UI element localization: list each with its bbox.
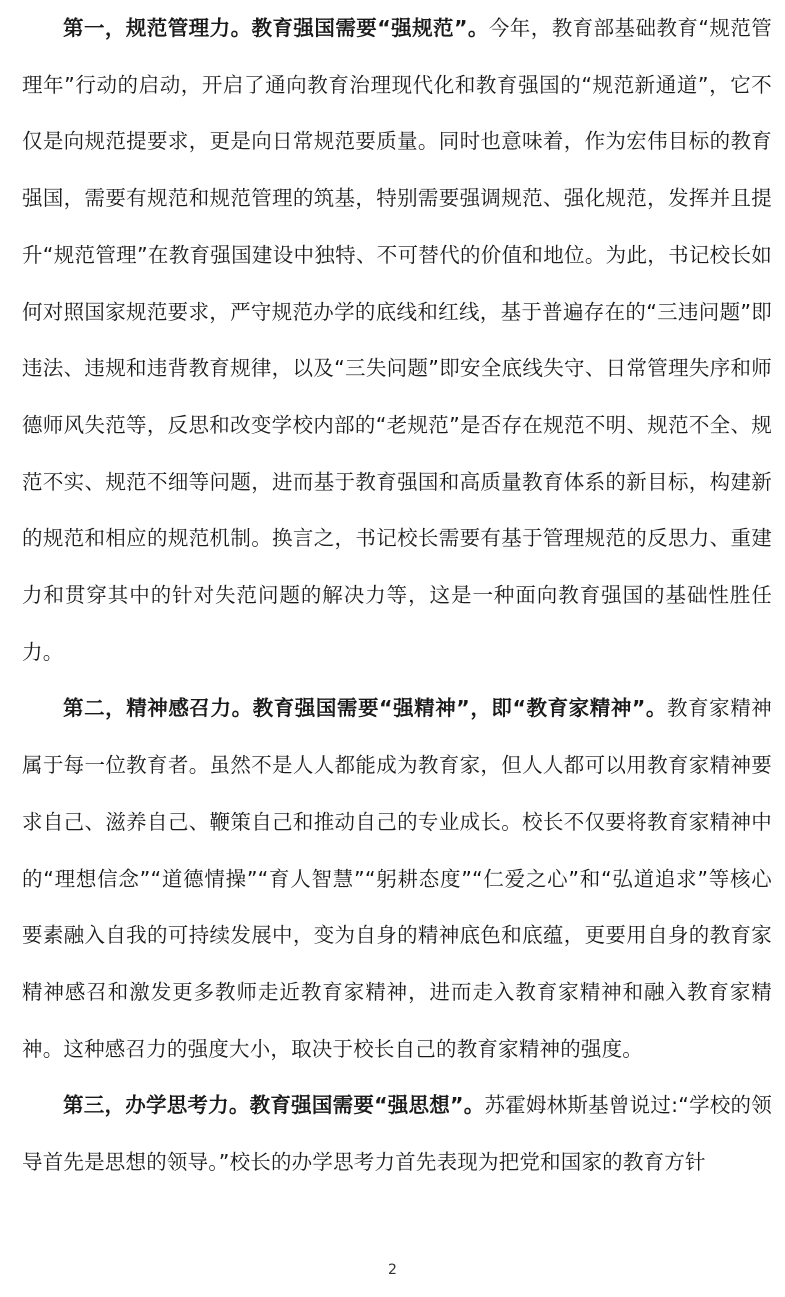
paragraph-1-lead: 第一，规范管理力。教育强国需要“强规范”。 <box>63 16 489 40</box>
page-number: 2 <box>388 1262 397 1278</box>
paragraph-1 <box>22 0 772 680</box>
document-body <box>22 0 772 1191</box>
paragraph-1-body: 今年，教育部基础教育“规范管理年”行动的启动，开启了通向教育治理现代化和教育强国的“规范新通道”，它不仅是向规范提要求，更是向日常规范要质量。同时也意味着，作为宏伟目标的教育强国，需要有规范和规范管理的筑基，特别需要强调规范、强化规范，发挥并且提升“规范管理”在教育强国建设中独特、不可替代的价值和地位。为此，书记校长如何对照国家规范要求，严守规范办学的底线和红线，基于普遍存在的“三违问题”即违法、违规和违背教育规律，以及“三失问题”即安全底线失守、日常管理失序和师德师风失范等，反思和改变学校内部的“老规范”是否存在规范不明、规范不全、规范不实、规范不细等问题，进而基于教育强国和高质量教育体系的新目标，构建新的规范和相应的规范机制。换言之，书记校长需要有基于管理规范的反思力、重建力和贯穿其中的针对失范问题的解决力等，这是一种面向教育强国的基础性胜任力。 <box>22 16 772 664</box>
paragraph-3-body: 苏霍姆林斯基曾说过:“学校的领导首先是思想的领导。”校长的办学思考力首先表现为把党和国家的教育方针 <box>22 1093 772 1175</box>
paragraph-2-body: 教育家精神属于每一位教育者。虽然不是人人都能成为教育家，但人人都可以用教育家精神要求自己、滋养自己、鞭策自己和推动自己的专业成长。校长不仅要将教育家精神中的“理想信念”“道德情操”“育人智慧”“躬耕态度”“仁爱之心”和“弘道追求”等核心要素融入自我的可持续发展中，变为自身的精神底色和底蕴，更要用自身的教育家精神感召和激发更多教师走近教育家精神，进而走入教育家精神和融入教育家精神。这种感召力的强度大小，取决于校长自己的教育家精神的强度。 <box>22 696 772 1061</box>
paragraph-3 <box>22 1077 772 1190</box>
paragraph-3-lead: 第三，办学思考力。教育强国需要“强思想”。 <box>63 1093 485 1118</box>
paragraph-2 <box>22 680 772 1077</box>
paragraph-2-lead: 第二，精神感召力。教育强国需要“强精神”，即“教育家精神”。 <box>63 696 668 721</box>
